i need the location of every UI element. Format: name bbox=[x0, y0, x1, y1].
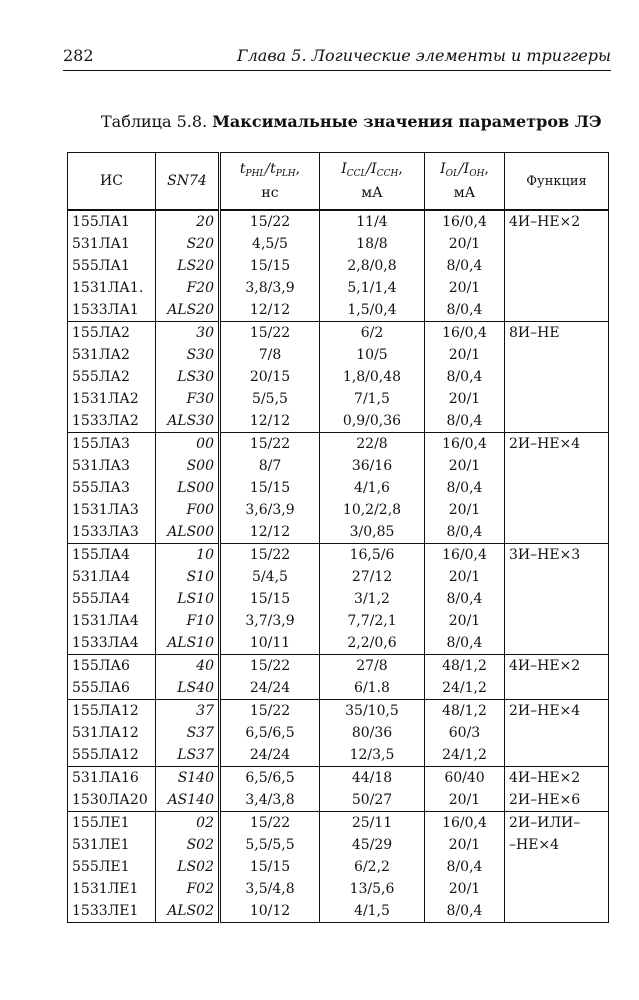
iol-cell: 60/3 bbox=[425, 722, 505, 744]
icc-cell: 16,5/6 bbox=[320, 544, 425, 567]
table-row bbox=[68, 744, 609, 767]
iol-cell: 48/1,2 bbox=[425, 655, 505, 678]
icc-separator: /I bbox=[366, 160, 377, 177]
chapter-title: Глава 5. Логические элементы и триггеры bbox=[237, 46, 611, 65]
table-row bbox=[68, 544, 609, 567]
chip-cell: 155ЛА12 bbox=[68, 700, 156, 723]
table-row bbox=[68, 499, 609, 521]
delay-cell: 6,5/6,5 bbox=[220, 722, 320, 744]
icc-sub-cch: CCH bbox=[376, 168, 399, 179]
table-body bbox=[68, 210, 609, 923]
iol-cell: 8/0,4 bbox=[425, 299, 505, 322]
chip-cell: 531ЛА12 bbox=[68, 722, 156, 744]
table-row bbox=[68, 632, 609, 655]
sn74-cell: F20 bbox=[156, 277, 220, 299]
delay-cell: 8/7 bbox=[220, 455, 320, 477]
iol-cell: 20/1 bbox=[425, 499, 505, 521]
sn74-cell: S37 bbox=[156, 722, 220, 744]
icc-cell: 35/10,5 bbox=[320, 700, 425, 723]
delay-cell: 15/15 bbox=[220, 477, 320, 499]
iol-cell: 20/1 bbox=[425, 789, 505, 812]
icc-cell: 12/3,5 bbox=[320, 744, 425, 767]
delay-cell: 15/15 bbox=[220, 856, 320, 878]
sn74-cell: 20 bbox=[156, 210, 220, 233]
iol-comma: , bbox=[484, 160, 489, 177]
delay-sub-phl: PHL bbox=[245, 168, 266, 179]
chip-cell: 555ЛА12 bbox=[68, 744, 156, 767]
sn74-cell: ALS02 bbox=[156, 900, 220, 923]
chip-cell: 155ЛА4 bbox=[68, 544, 156, 567]
function-cell bbox=[505, 410, 609, 433]
iol-cell: 20/1 bbox=[425, 344, 505, 366]
icc-cell: 4/1,6 bbox=[320, 477, 425, 499]
chip-cell: 1533ЛА1 bbox=[68, 299, 156, 322]
function-cell bbox=[505, 722, 609, 744]
function-cell bbox=[505, 610, 609, 632]
function-cell bbox=[505, 499, 609, 521]
chip-cell: 155ЛА1 bbox=[68, 210, 156, 233]
delay-cell: 15/22 bbox=[220, 322, 320, 345]
delay-unit: нс bbox=[261, 184, 279, 201]
table-row bbox=[68, 277, 609, 299]
delay-cell: 12/12 bbox=[220, 299, 320, 322]
chip-cell: 1531ЛЕ1 bbox=[68, 878, 156, 900]
iol-cell: 8/0,4 bbox=[425, 588, 505, 610]
sn74-cell: LS00 bbox=[156, 477, 220, 499]
chip-cell: 155ЛА2 bbox=[68, 322, 156, 345]
iol-sub-ol: OL bbox=[445, 168, 459, 179]
iol-unit: мА bbox=[453, 184, 476, 201]
table-row bbox=[68, 322, 609, 345]
table-row bbox=[68, 210, 609, 233]
table-row bbox=[68, 789, 609, 812]
icc-cell: 4/1,5 bbox=[320, 900, 425, 923]
function-cell: 4И–НЕ×2 bbox=[505, 655, 609, 678]
sn74-cell: 30 bbox=[156, 322, 220, 345]
delay-cell: 20/15 bbox=[220, 366, 320, 388]
icc-cell: 2,8/0,8 bbox=[320, 255, 425, 277]
table-row bbox=[68, 477, 609, 499]
function-cell bbox=[505, 277, 609, 299]
icc-cell: 1,5/0,4 bbox=[320, 299, 425, 322]
function-cell: 4И–НЕ×2 bbox=[505, 767, 609, 790]
chip-cell: 531ЛА16 bbox=[68, 767, 156, 790]
icc-cell: 10/5 bbox=[320, 344, 425, 366]
iol-separator: /I bbox=[458, 160, 470, 177]
sn74-cell: S140 bbox=[156, 767, 220, 790]
table-row bbox=[68, 856, 609, 878]
function-cell: 2И–НЕ×4 bbox=[505, 433, 609, 456]
sn74-cell: ALS10 bbox=[156, 632, 220, 655]
icc-cell: 6/2 bbox=[320, 322, 425, 345]
chip-cell: 531ЛА4 bbox=[68, 566, 156, 588]
col-header-delay bbox=[220, 153, 320, 211]
table-row bbox=[68, 366, 609, 388]
table-row bbox=[68, 410, 609, 433]
icc-symbol: I bbox=[341, 160, 347, 177]
iol-cell: 20/1 bbox=[425, 233, 505, 255]
sn74-cell: ALS00 bbox=[156, 521, 220, 544]
table-row bbox=[68, 834, 609, 856]
iol-cell: 16/0,4 bbox=[425, 544, 505, 567]
chip-cell: 1530ЛА20 bbox=[68, 789, 156, 812]
delay-cell: 24/24 bbox=[220, 677, 320, 700]
icc-cell: 2,2/0,6 bbox=[320, 632, 425, 655]
col-header-icc bbox=[320, 153, 425, 211]
icc-cell: 27/12 bbox=[320, 566, 425, 588]
iol-cell: 20/1 bbox=[425, 566, 505, 588]
function-cell: 2И–НЕ×4 bbox=[505, 700, 609, 723]
running-head bbox=[63, 46, 611, 68]
sn74-cell: LS10 bbox=[156, 588, 220, 610]
table-title: Максимальные значения параметров ЛЭ bbox=[212, 112, 602, 131]
sn74-cell: S30 bbox=[156, 344, 220, 366]
function-cell bbox=[505, 455, 609, 477]
sn74-cell: S10 bbox=[156, 566, 220, 588]
icc-cell: 11/4 bbox=[320, 210, 425, 233]
delay-cell: 15/22 bbox=[220, 544, 320, 567]
delay-cell: 15/22 bbox=[220, 700, 320, 723]
icc-cell: 0,9/0,36 bbox=[320, 410, 425, 433]
chip-cell: 555ЛА4 bbox=[68, 588, 156, 610]
iol-cell: 8/0,4 bbox=[425, 632, 505, 655]
sn74-cell: 10 bbox=[156, 544, 220, 567]
sn74-cell: 37 bbox=[156, 700, 220, 723]
parameters-table bbox=[67, 152, 609, 923]
table-row bbox=[68, 610, 609, 632]
delay-cell: 4,5/5 bbox=[220, 233, 320, 255]
delay-cell: 15/15 bbox=[220, 255, 320, 277]
icc-cell: 3/0,85 bbox=[320, 521, 425, 544]
sn74-cell: LS40 bbox=[156, 677, 220, 700]
function-cell: 2И–ИЛИ– bbox=[505, 812, 609, 835]
iol-cell: 16/0,4 bbox=[425, 322, 505, 345]
function-cell bbox=[505, 477, 609, 499]
table-row bbox=[68, 388, 609, 410]
function-cell bbox=[505, 566, 609, 588]
icc-cell: 18/8 bbox=[320, 233, 425, 255]
chip-cell: 531ЛЕ1 bbox=[68, 834, 156, 856]
iol-cell: 16/0,4 bbox=[425, 812, 505, 835]
iol-cell: 20/1 bbox=[425, 834, 505, 856]
chip-cell: 1533ЛЕ1 bbox=[68, 900, 156, 923]
chip-cell: 1531ЛА1. bbox=[68, 277, 156, 299]
function-cell bbox=[505, 878, 609, 900]
sn74-cell: 40 bbox=[156, 655, 220, 678]
sn74-cell: ALS30 bbox=[156, 410, 220, 433]
sn74-cell: AS140 bbox=[156, 789, 220, 812]
function-cell bbox=[505, 900, 609, 923]
iol-cell: 20/1 bbox=[425, 878, 505, 900]
chip-cell: 555ЛА3 bbox=[68, 477, 156, 499]
chip-cell: 155ЛЕ1 bbox=[68, 812, 156, 835]
icc-cell: 25/11 bbox=[320, 812, 425, 835]
delay-cell: 6,5/6,5 bbox=[220, 767, 320, 790]
iol-cell: 8/0,4 bbox=[425, 477, 505, 499]
delay-cell: 10/12 bbox=[220, 900, 320, 923]
function-cell: 2И–НЕ×6 bbox=[505, 789, 609, 812]
iol-cell: 20/1 bbox=[425, 277, 505, 299]
delay-cell: 3,4/3,8 bbox=[220, 789, 320, 812]
table-row bbox=[68, 433, 609, 456]
sn74-cell: 00 bbox=[156, 433, 220, 456]
sn74-cell: S00 bbox=[156, 455, 220, 477]
table-row bbox=[68, 655, 609, 678]
sn74-cell: S02 bbox=[156, 834, 220, 856]
iol-sub-oh: OH bbox=[469, 168, 485, 179]
delay-symbol: t bbox=[239, 160, 246, 177]
iol-cell: 16/0,4 bbox=[425, 210, 505, 233]
chip-cell: 555ЛА1 bbox=[68, 255, 156, 277]
iol-cell: 8/0,4 bbox=[425, 255, 505, 277]
sn74-cell: ALS20 bbox=[156, 299, 220, 322]
chip-cell: 155ЛА6 bbox=[68, 655, 156, 678]
table-caption bbox=[101, 112, 602, 131]
delay-cell: 12/12 bbox=[220, 410, 320, 433]
iol-cell: 16/0,4 bbox=[425, 433, 505, 456]
icc-cell: 10,2/2,8 bbox=[320, 499, 425, 521]
delay-cell: 3,8/3,9 bbox=[220, 277, 320, 299]
iol-cell: 20/1 bbox=[425, 455, 505, 477]
iol-cell: 8/0,4 bbox=[425, 410, 505, 433]
icc-cell: 44/18 bbox=[320, 767, 425, 790]
icc-cell: 7,7/2,1 bbox=[320, 610, 425, 632]
icc-cell: 50/27 bbox=[320, 789, 425, 812]
col-header-function: Функция bbox=[505, 153, 609, 211]
function-cell: 4И–НЕ×2 bbox=[505, 210, 609, 233]
iol-cell: 24/1,2 bbox=[425, 744, 505, 767]
col-header-sn74: SN74 bbox=[156, 153, 220, 211]
header-row bbox=[68, 153, 609, 211]
delay-cell: 15/22 bbox=[220, 433, 320, 456]
function-cell bbox=[505, 632, 609, 655]
table-row bbox=[68, 299, 609, 322]
delay-sub-plh: PLH bbox=[275, 168, 296, 179]
table-row bbox=[68, 900, 609, 923]
sn74-cell: LS37 bbox=[156, 744, 220, 767]
table-row bbox=[68, 812, 609, 835]
table-row bbox=[68, 700, 609, 723]
function-cell: –НЕ×4 bbox=[505, 834, 609, 856]
table-row bbox=[68, 233, 609, 255]
sn74-cell: LS02 bbox=[156, 856, 220, 878]
table-row bbox=[68, 767, 609, 790]
table-row bbox=[68, 521, 609, 544]
table-row bbox=[68, 588, 609, 610]
icc-cell: 6/1.8 bbox=[320, 677, 425, 700]
delay-cell: 3,6/3,9 bbox=[220, 499, 320, 521]
icc-cell: 6/2,2 bbox=[320, 856, 425, 878]
chip-cell: 555ЛА6 bbox=[68, 677, 156, 700]
icc-cell: 5,1/1,4 bbox=[320, 277, 425, 299]
page-number: 282 bbox=[63, 46, 94, 65]
chip-cell: 531ЛА1 bbox=[68, 233, 156, 255]
delay-cell: 3,7/3,9 bbox=[220, 610, 320, 632]
chip-cell: 555ЛЕ1 bbox=[68, 856, 156, 878]
table-row bbox=[68, 677, 609, 700]
delay-cell: 5/4,5 bbox=[220, 566, 320, 588]
delay-cell: 10/11 bbox=[220, 632, 320, 655]
function-cell bbox=[505, 521, 609, 544]
delay-cell: 7/8 bbox=[220, 344, 320, 366]
function-cell bbox=[505, 233, 609, 255]
function-cell bbox=[505, 744, 609, 767]
function-cell bbox=[505, 299, 609, 322]
iol-symbol: I bbox=[440, 160, 446, 177]
delay-cell: 15/15 bbox=[220, 588, 320, 610]
header-rule bbox=[63, 70, 611, 71]
chip-cell: 1531ЛА2 bbox=[68, 388, 156, 410]
icc-cell: 22/8 bbox=[320, 433, 425, 456]
icc-cell: 7/1,5 bbox=[320, 388, 425, 410]
chip-cell: 1533ЛА2 bbox=[68, 410, 156, 433]
icc-cell: 13/5,6 bbox=[320, 878, 425, 900]
table-row bbox=[68, 722, 609, 744]
chip-cell: 1531ЛА3 bbox=[68, 499, 156, 521]
chip-cell: 155ЛА3 bbox=[68, 433, 156, 456]
sn74-cell: LS30 bbox=[156, 366, 220, 388]
table-row bbox=[68, 455, 609, 477]
iol-cell: 60/40 bbox=[425, 767, 505, 790]
col-header-chip: ИС bbox=[68, 153, 156, 211]
delay-cell: 15/22 bbox=[220, 812, 320, 835]
chip-cell: 555ЛА2 bbox=[68, 366, 156, 388]
table-row bbox=[68, 344, 609, 366]
function-cell bbox=[505, 255, 609, 277]
sn74-cell: LS20 bbox=[156, 255, 220, 277]
function-cell bbox=[505, 856, 609, 878]
chip-cell: 1533ЛА4 bbox=[68, 632, 156, 655]
icc-comma: , bbox=[398, 160, 403, 177]
function-cell bbox=[505, 344, 609, 366]
iol-cell: 20/1 bbox=[425, 388, 505, 410]
delay-cell: 3,5/4,8 bbox=[220, 878, 320, 900]
delay-comma: , bbox=[295, 160, 301, 177]
function-cell bbox=[505, 588, 609, 610]
iol-cell: 8/0,4 bbox=[425, 856, 505, 878]
table-row bbox=[68, 255, 609, 277]
iol-cell: 20/1 bbox=[425, 610, 505, 632]
delay-cell: 15/22 bbox=[220, 210, 320, 233]
delay-cell: 24/24 bbox=[220, 744, 320, 767]
iol-cell: 8/0,4 bbox=[425, 900, 505, 923]
delay-cell: 5/5,5 bbox=[220, 388, 320, 410]
function-cell: 3И–НЕ×3 bbox=[505, 544, 609, 567]
function-cell bbox=[505, 366, 609, 388]
sn74-cell: F30 bbox=[156, 388, 220, 410]
function-cell bbox=[505, 677, 609, 700]
table-label: Таблица 5.8. bbox=[101, 112, 208, 131]
chip-cell: 1533ЛА3 bbox=[68, 521, 156, 544]
icc-sub-ccl: CCL bbox=[346, 168, 367, 179]
sn74-cell: F00 bbox=[156, 499, 220, 521]
delay-cell: 15/22 bbox=[220, 655, 320, 678]
delay-separator: /t bbox=[265, 160, 276, 177]
icc-cell: 45/29 bbox=[320, 834, 425, 856]
table-row bbox=[68, 878, 609, 900]
function-cell: 8И–НЕ bbox=[505, 322, 609, 345]
sn74-cell: F02 bbox=[156, 878, 220, 900]
iol-cell: 24/1,2 bbox=[425, 677, 505, 700]
icc-cell: 1,8/0,48 bbox=[320, 366, 425, 388]
icc-cell: 27/8 bbox=[320, 655, 425, 678]
col-header-iol bbox=[425, 153, 505, 211]
icc-cell: 80/36 bbox=[320, 722, 425, 744]
icc-cell: 36/16 bbox=[320, 455, 425, 477]
icc-cell: 3/1,2 bbox=[320, 588, 425, 610]
delay-cell: 5,5/5,5 bbox=[220, 834, 320, 856]
delay-cell: 12/12 bbox=[220, 521, 320, 544]
sn74-cell: S20 bbox=[156, 233, 220, 255]
sn74-cell: 02 bbox=[156, 812, 220, 835]
icc-unit: мА bbox=[361, 184, 383, 201]
chip-cell: 531ЛА3 bbox=[68, 455, 156, 477]
function-cell bbox=[505, 388, 609, 410]
table-row bbox=[68, 566, 609, 588]
chip-cell: 1531ЛА4 bbox=[68, 610, 156, 632]
sn74-cell: F10 bbox=[156, 610, 220, 632]
iol-cell: 8/0,4 bbox=[425, 521, 505, 544]
iol-cell: 8/0,4 bbox=[425, 366, 505, 388]
iol-cell: 48/1,2 bbox=[425, 700, 505, 723]
chip-cell: 531ЛА2 bbox=[68, 344, 156, 366]
